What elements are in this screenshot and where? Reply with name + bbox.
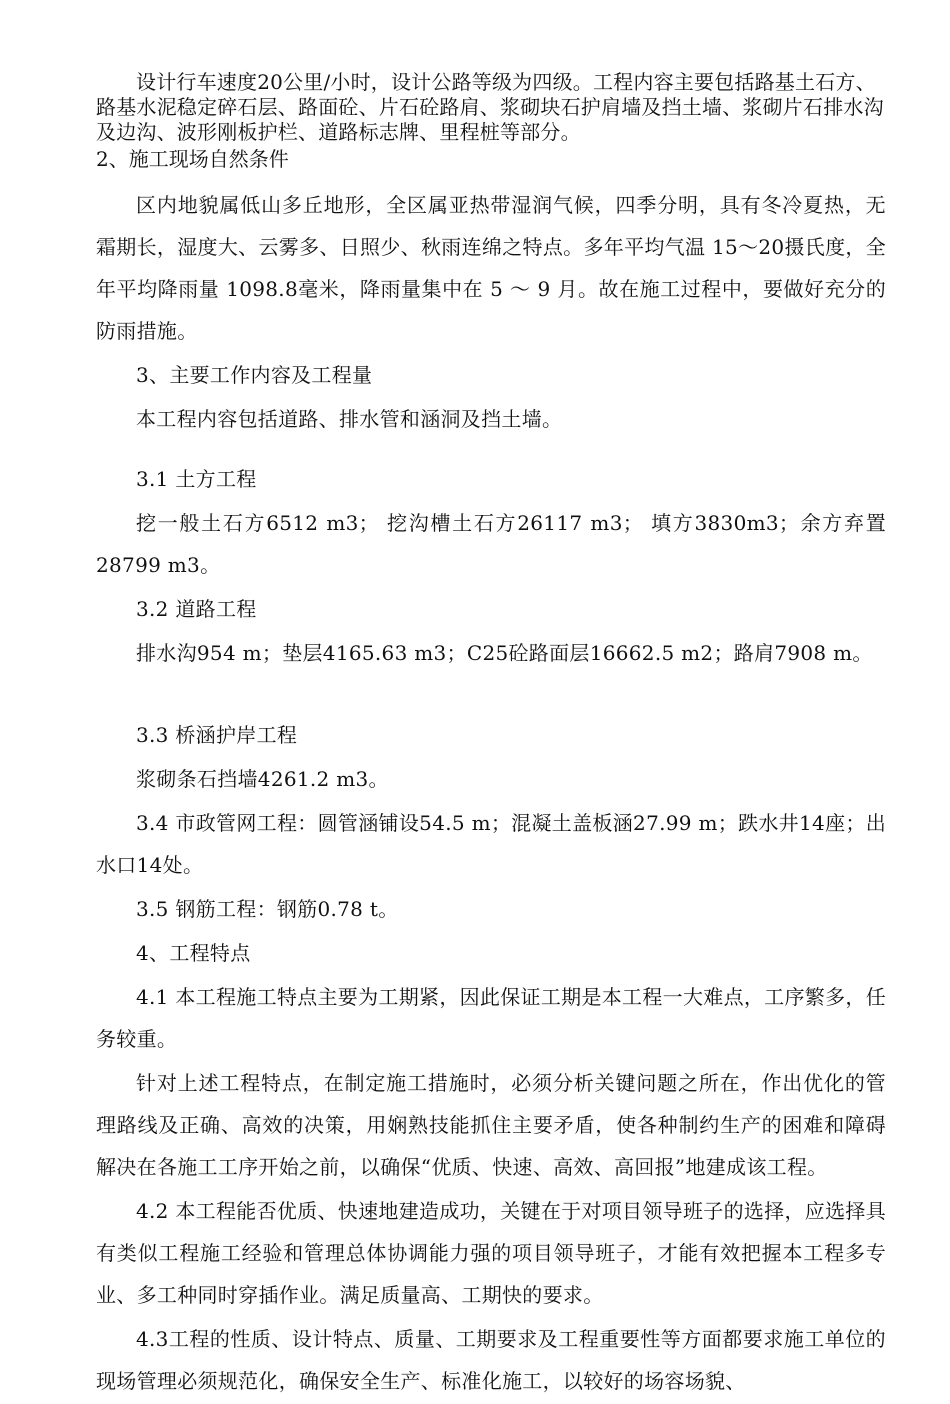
document-page: [96, 70, 886, 1404]
intro-paragraph: 设计行车速度20公里/小时，设计公路等级为四级。工程内容主要包括路基土石方、路基水泥稳定碎石层、路面砼、片石砼路肩、浆砌块石护肩墙及挡土墙、浆砌片石排水沟及边沟、波形刚板护栏、道路标志牌、里程桩等部分。: [96, 70, 884, 144]
section-heading-4: 4、工程特点: [136, 941, 251, 965]
paragraph-bridge-works: 浆砌条石挡墙4261.2 m3。: [136, 767, 389, 791]
subheading-3-3: 3.3 桥涵护岸工程: [136, 723, 298, 747]
paragraph-feature-4-2: 4.2 本工程能否优质、快速地建造成功，关键在于对项目领导班子的选择，应选择具有类似工程施工经验和管理总体协调能力强的项目领导班子，才能有效把握本工程多专业、多工种同时穿插作业。满足质量高、工期快的要求。: [96, 1199, 886, 1307]
paragraph-feature-4-3: 4.3工程的性质、设计特点、质量、工期要求及工程重要性等方面都要求施工单位的现场管理必须规范化，确保安全生产、标准化施工，以较好的场容场貌、: [96, 1327, 886, 1393]
paragraph-feature-4-1: 4.1 本工程施工特点主要为工期紧，因此保证工期是本工程一大难点，工序繁多，任务较重。: [96, 985, 886, 1051]
section-heading-3: 3、主要工作内容及工程量: [136, 363, 373, 387]
paragraph-pipe-network: 3.4 市政管网工程：圆管涵铺设54.5 m；混凝土盖板涵27.99 m；跌水井14座；出水口14处。: [96, 811, 886, 877]
paragraph-feature-4-1-detail: 针对上述工程特点，在制定施工措施时，必须分析关键问题之所在，作出优化的管理路线及正确、高效的决策，用娴熟技能抓住主要矛盾，使各种制约生产的困难和障碍解决在各施工工序开始之前，以确保“优质、快速、高效、高回报”地建成该工程。: [96, 1071, 886, 1179]
subheading-3-1: 3.1 土方工程: [136, 467, 257, 491]
subheading-3-2: 3.2 道路工程: [136, 597, 257, 621]
paragraph-rebar: 3.5 钢筋工程：钢筋0.78 t。: [136, 897, 399, 921]
paragraph-road-works: 排水沟954 m；垫层4165.63 m3；C25砼路面层16662.5 m2；路肩7908 m。: [136, 641, 873, 665]
paragraph-natural-conditions: 区内地貌属低山多丘地形，全区属亚热带湿润气候，四季分明，具有冬冷夏热，无霜期长，湿度大、云雾多、日照少、秋雨连绵之特点。多年平均气温 15～20摄氏度，全年平均降雨量 1098.8毫米，降雨量集中在 5 ～ 9 月。故在施工过程中，要做好充分的防雨措施。: [96, 193, 886, 343]
section-heading-2: 2、施工现场自然条件: [96, 147, 289, 171]
paragraph-work-content: 本工程内容包括道路、排水管和涵洞及挡土墙。: [136, 407, 563, 431]
paragraph-earthwork: 挖一般土石方6512 m3； 挖沟槽土石方26117 m3； 填方3830m3；余方弃置28799 m3。: [96, 511, 886, 577]
